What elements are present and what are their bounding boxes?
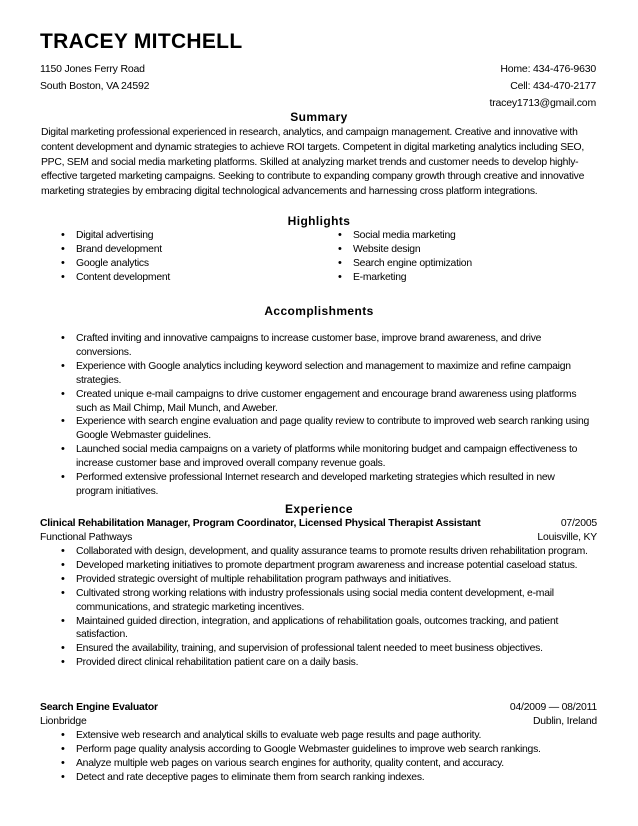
- list-item: • Provided direct clinical rehabilitation patient care on a daily basis.: [61, 656, 593, 670]
- job-company: Lionbridge: [40, 716, 87, 727]
- home-phone: Home: 434-476-9630: [500, 63, 596, 75]
- list-item: • Digital advertising: [61, 229, 321, 243]
- accomplishments-list: [61, 332, 593, 499]
- list-item: • Provided strategic oversight of multiple rehabilitation program pathways and initiatives.: [61, 573, 593, 587]
- cell-phone: Cell: 434-470-2177: [510, 80, 596, 92]
- job-2-title-row: [40, 701, 597, 715]
- list-item: • Cultivated strong working relations with industry professionals using social media content development, e-mail communications, and strategic marketing incentives.: [61, 587, 593, 615]
- job-title: Search Engine Evaluator: [40, 702, 158, 713]
- list-item: • Maintained guided direction, integration, and applications of rehabilitation goals, outcomes tracking, and patient satisfaction.: [61, 615, 593, 643]
- highlights-right-list: [338, 229, 598, 285]
- highlights-heading: Highlights: [287, 214, 351, 228]
- list-item: • Website design: [338, 243, 598, 257]
- job-dates: 07/2005: [560, 518, 597, 529]
- accomplishments-heading: Accomplishments: [264, 304, 374, 318]
- address-block: [40, 61, 149, 95]
- list-item: • Content development: [61, 271, 321, 285]
- job-2-company-row: [40, 715, 597, 729]
- list-item: • E-marketing: [338, 271, 598, 285]
- list-item: • Social media marketing: [338, 229, 598, 243]
- list-item: • Perform page quality analysis according to Google Webmaster guidelines to improve web search rankings.: [61, 743, 593, 757]
- summary-heading: Summary: [290, 110, 348, 124]
- list-item: • Experience with search engine evaluation and page quality review to contribute to improved web search ranking using Google Webmaster guidelines.: [61, 415, 593, 443]
- list-item: • Detect and rate deceptive pages to eliminate them from search ranking indexes.: [61, 771, 593, 785]
- email: tracey1713@gmail.com: [489, 97, 596, 109]
- list-item: • Ensured the availability, training, and supervision of professional talent needed to meet business objectives.: [61, 642, 593, 656]
- job-1-duties-list: [61, 545, 593, 670]
- job-dates: 04/2009 — 08/2011: [509, 702, 597, 713]
- list-item: • Extensive web research and analytical skills to evaluate web page results and page authority.: [61, 729, 593, 743]
- job-company: Functional Pathways: [40, 532, 133, 543]
- list-item: • Performed extensive professional Internet research and developed marketing strategies which resulted in new program initiatives.: [61, 471, 593, 499]
- address-line-1: 1150 Jones Ferry Road: [40, 63, 145, 75]
- candidate-name: TRACEY MITCHELL: [40, 30, 243, 53]
- list-item: • Analyze multiple web pages on various search engines for authority, quality content, and accuracy.: [61, 757, 593, 771]
- experience-heading: Experience: [284, 502, 354, 516]
- job-location: Louisville, KY: [537, 532, 597, 543]
- list-item: • Collaborated with design, development, and quality assurance teams to promote results driven rehabilitation program.: [61, 545, 593, 559]
- summary-text: Digital marketing professional experienced in research, analytics, and campaign management. Creative and innovative with content development and dynamic strategies to achieve ROI targets. Competent in digital marketing analytics including SEO, PPC, SEM and social media marketing platforms. Skilled at analyzing market trends and customer needs to develop highly-effective targeted marketing campaigns. Seeking to contribute to expanding company growth through creative and innovative marketing strategies by embracing digital technological advancements and harnessing cross platform integrations.: [41, 127, 585, 198]
- address-line-2: South Boston, VA 24592: [40, 80, 150, 92]
- job-1-title-row: [40, 517, 597, 531]
- job-location: Dublin, Ireland: [532, 716, 597, 727]
- highlights-left-list: [61, 229, 321, 285]
- list-item: • Crafted inviting and innovative campaigns to increase customer base, improve brand awareness, and drive conversions.: [61, 332, 593, 360]
- list-item: • Google analytics: [61, 257, 321, 271]
- list-item: • Search engine optimization: [338, 257, 598, 271]
- list-item: • Created unique e-mail campaigns to drive customer engagement and encourage brand awareness using platforms such as Mail Chimp, Mail Munch, and Aweber.: [61, 388, 593, 416]
- list-item: • Experience with Google analytics including keyword selection and management to maximize and refine campaign strategies.: [61, 360, 593, 388]
- list-item: • Developed marketing initiatives to promote department program awareness and increase potential caseload status.: [61, 559, 593, 573]
- job-2-duties-list: [61, 729, 593, 785]
- phone-email-block: [490, 61, 596, 112]
- list-item: • Launched social media campaigns on a variety of platforms while monitoring budget and campaign effectiveness to increase customer base and improved overall company revenue goals.: [61, 443, 593, 471]
- job-title: Clinical Rehabilitation Manager, Program Coordinator, Licensed Physical Therapist Assistant: [40, 518, 481, 529]
- list-item: • Brand development: [61, 243, 321, 257]
- job-1-company-row: [40, 531, 597, 545]
